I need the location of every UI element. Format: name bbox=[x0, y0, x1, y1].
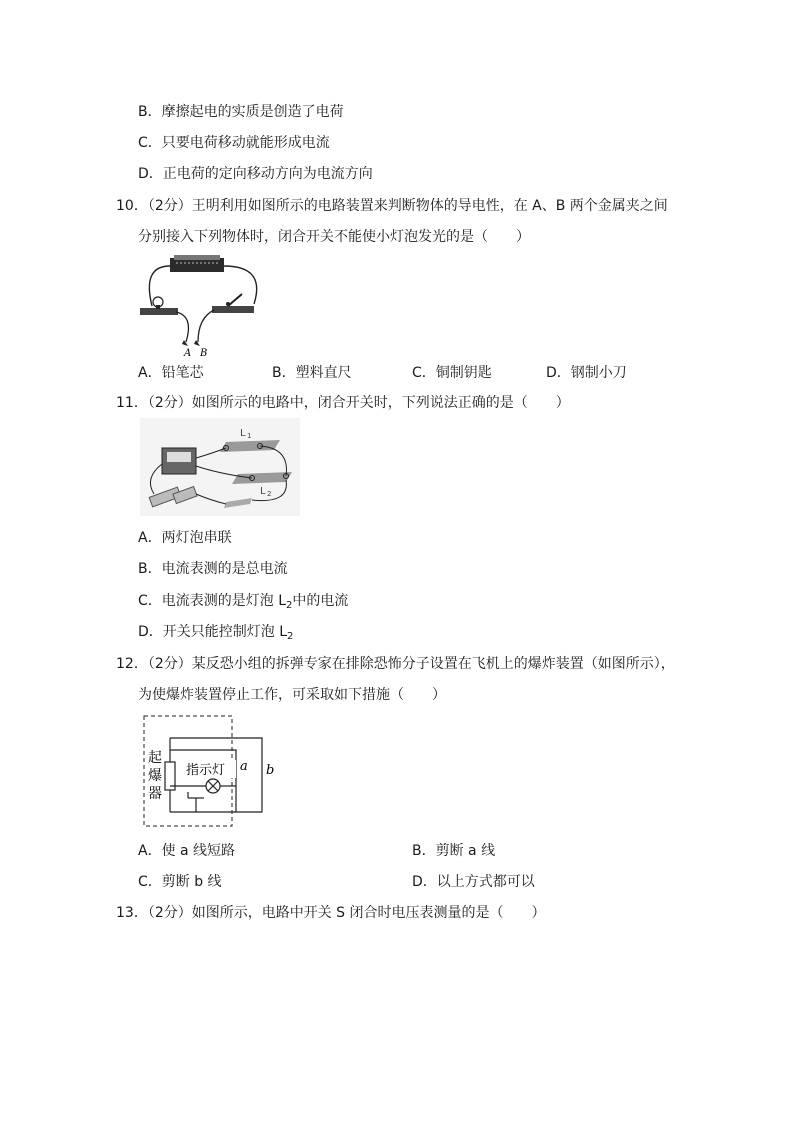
q10-stem-line2: 分别接入下列物体时，闭合开关不能使小灯泡发光的是（ ） bbox=[138, 229, 530, 245]
label-l2-sub: 2 bbox=[267, 490, 272, 498]
label-detonator-2: 爆 bbox=[148, 768, 162, 784]
lamp-board bbox=[140, 308, 178, 315]
q12-option-a: A．使 a 线短路 bbox=[138, 843, 236, 859]
switch-board bbox=[212, 306, 254, 313]
battery-box bbox=[170, 258, 224, 272]
q12-option-c: C．剪断 b 线 bbox=[138, 874, 222, 890]
q11-option-c: C．电流表测的是灯泡 $L_2$中的电流 bbox=[138, 593, 349, 611]
q10-circuit-figure bbox=[136, 252, 276, 360]
q10-option-d: D．钢制小刀 bbox=[546, 365, 627, 381]
q12-option-d: D．以上方式都可以 bbox=[412, 874, 535, 890]
clip-label-a: A bbox=[184, 348, 192, 359]
q13-stem: 13．（2分）如图所示，电路中开关 S 闭合时电压表测量的是（ ） bbox=[116, 905, 546, 921]
q11-option-d: D．开关只能控制灯泡 $L_2$ bbox=[138, 624, 294, 642]
q9-option-c: C．只要电荷移动就能形成电流 bbox=[138, 135, 330, 151]
switch-lever-icon bbox=[228, 294, 242, 306]
q11-stem: 11．（2分）如图所示的电路中，闭合开关时，下列说法正确的是（ ） bbox=[116, 395, 570, 411]
q10-option-b: B．塑料直尺 bbox=[272, 365, 352, 381]
clip-label-b: B bbox=[200, 348, 208, 359]
q12-option-b: B．剪断 a 线 bbox=[412, 843, 496, 859]
label-wire-b: b bbox=[266, 763, 275, 778]
label-l1-sub: 1 bbox=[247, 432, 252, 440]
label-wire-a: a bbox=[240, 759, 248, 774]
label-detonator-3: 器 bbox=[148, 786, 162, 802]
label-l1: L bbox=[240, 428, 246, 439]
q10-option-a: A．铅笔芯 bbox=[138, 365, 204, 381]
q12-stem-line1: 12．（2分）某反恐小组的拆弹专家在排除恐怖分子设置在飞机上的爆炸装置（如图所示）， bbox=[116, 656, 675, 672]
label-indicator: 指示灯 bbox=[186, 763, 226, 778]
q9-option-d: D．正电荷的定向移动方向为电流方向 bbox=[138, 166, 373, 182]
wire-a bbox=[170, 750, 236, 812]
q11-option-b: B．电流表测的是总电流 bbox=[138, 561, 288, 577]
q9-option-b: B．摩擦起电的实质是创造了电荷 bbox=[138, 104, 344, 120]
q10-option-c: C．铜制钥匙 bbox=[412, 365, 492, 381]
q10-stem-line1: 10．（2分）王明利用如图所示的电路装置来判断物体的导电性，在 A、B 两个金属夹之间 bbox=[116, 198, 668, 214]
q11-option-a: A．两灯泡串联 bbox=[138, 530, 232, 546]
label-l2: L bbox=[260, 486, 266, 497]
q11-circuit-figure bbox=[140, 418, 300, 516]
label-detonator-1: 起 bbox=[148, 750, 162, 766]
q12-circuit-figure bbox=[138, 712, 278, 828]
q12-stem-line2: 为使爆炸装置停止工作，可采取如下措施（ ） bbox=[138, 687, 446, 703]
